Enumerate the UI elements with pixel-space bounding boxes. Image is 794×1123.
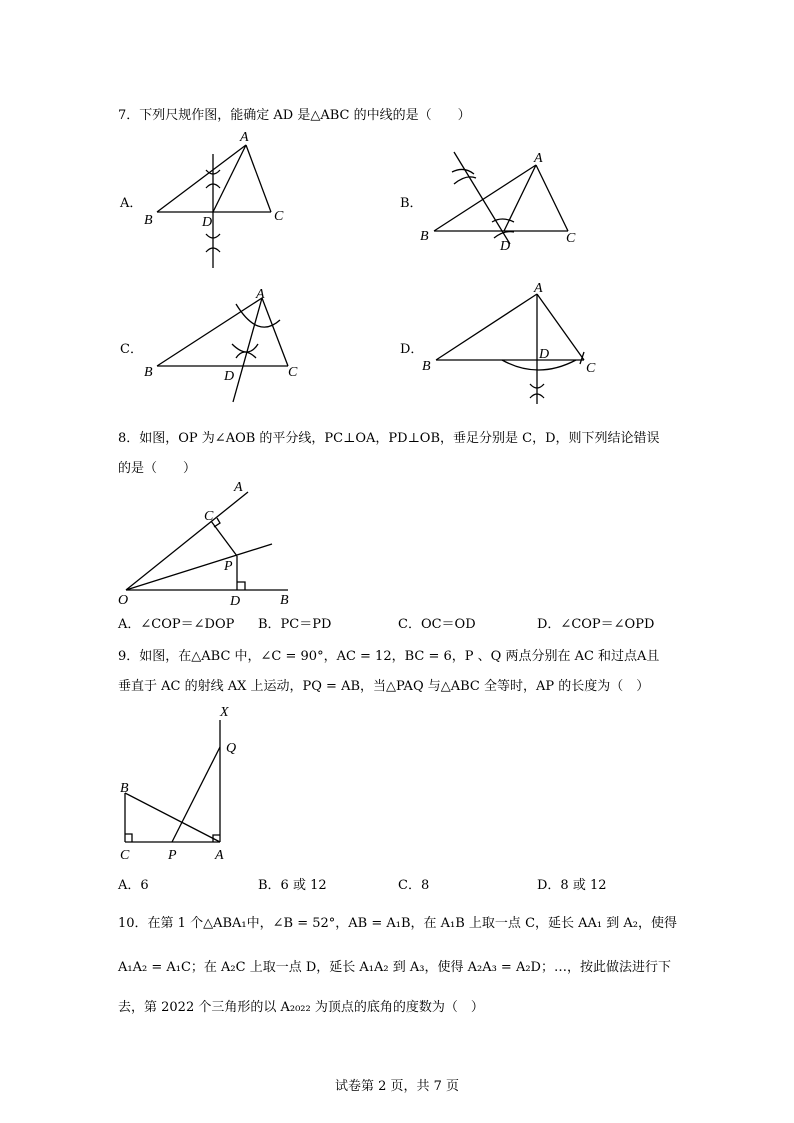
q7b-label-a: A	[534, 151, 543, 166]
q7-option-d-label: D．	[400, 342, 424, 357]
q8-figure	[112, 478, 302, 608]
q7-stem: 7．下列尺规作图，能确定 AD 是△ABC 的中线的是（ ）	[118, 108, 471, 123]
q7d-label-c: C	[586, 361, 596, 376]
page-footer: 试卷第 2 页，共 7 页	[334, 1079, 460, 1094]
q7-figure-a	[140, 126, 300, 272]
q8-stem-line1: 8．如图，OP 为∠AOB 的平分线，PC⊥OA，PD⊥OB，垂足分别是 C，D，则下列结论错误	[118, 431, 660, 446]
q7c-label-d: D	[224, 369, 235, 384]
q9-label-x: X	[220, 705, 229, 720]
q7b-label-c: C	[566, 231, 576, 246]
q7-option-b-label: B．	[400, 196, 423, 211]
q7a-label-b: B	[144, 213, 153, 228]
q7b-label-d: D	[500, 239, 511, 254]
q7a-label-c: C	[274, 209, 284, 224]
q7-option-c-label: C．	[120, 342, 143, 357]
q9-label-q: Q	[226, 741, 237, 756]
q8-label-a: A	[234, 480, 243, 495]
q7d-label-b: B	[422, 359, 431, 374]
q7-figure-d	[420, 280, 600, 408]
q7d-label-a: A	[534, 281, 543, 296]
q8-label-d: D	[230, 594, 241, 608]
q8-label-b: B	[280, 593, 289, 608]
q9-label-p: P	[168, 848, 177, 863]
q7d-label-d: D	[539, 347, 550, 362]
q9-label-c: C	[120, 848, 130, 863]
q7-figure-c	[140, 284, 308, 406]
q9-option-c: C．8	[398, 878, 430, 893]
q9-option-b: B．6 或 12	[258, 878, 327, 893]
q9-option-d: D．8 或 12	[537, 878, 607, 893]
q9-figure	[112, 700, 252, 864]
q10-line1: 10．在第 1 个△ABA₁中，∠B = 52°，AB = A₁B，在 A₁B 上取一点 C，延长 AA₁ 到 A₂，使得	[118, 916, 677, 931]
q8-label-c: C	[204, 509, 214, 524]
q9-label-b: B	[120, 781, 129, 796]
q7a-label-a: A	[240, 130, 249, 145]
q7b-label-b: B	[420, 229, 429, 244]
q9-label-a: A	[215, 848, 224, 863]
q9-option-a: A．6	[118, 878, 149, 893]
q10-line3: 去，第 2022 个三角形的以 A₂₀₂₂ 为顶点的底角的度数为（ ）	[118, 1000, 484, 1015]
q7a-label-d: D	[202, 215, 213, 230]
q7c-label-c: C	[288, 365, 298, 380]
q7c-label-b: B	[144, 365, 153, 380]
q8-option-a: A．∠COP＝∠DOP	[118, 617, 235, 632]
q8-stem-line2: 的是（ ）	[118, 461, 197, 476]
q9-stem-line1: 9．如图，在△ABC 中，∠C = 90°，AC = 12，BC = 6，P 、Q 两点分别在 AC 和过点A且	[118, 649, 660, 664]
q8-label-o: O	[118, 593, 129, 608]
q7-option-a-label: A．	[120, 196, 143, 211]
q7-figure-b	[418, 140, 590, 256]
q8-label-p: P	[224, 559, 233, 574]
q7c-label-a: A	[256, 287, 265, 302]
q9-stem-line2: 垂直于 AC 的射线 AX 上运动，PQ = AB，当△PAQ 与△ABC 全等时，AP 的长度为（ ）	[118, 679, 650, 694]
q8-option-d: D．∠COP＝∠OPD	[537, 617, 655, 632]
q10-line2: A₁A₂ = A₁C；在 A₂C 上取一点 D，延长 A₁A₂ 到 A₃，使得 A₂A₃ = A₂D；…，按此做法进行下	[118, 960, 671, 975]
q8-option-c: C．OC＝OD	[398, 617, 476, 632]
q8-option-b: B．PC＝PD	[258, 617, 332, 632]
